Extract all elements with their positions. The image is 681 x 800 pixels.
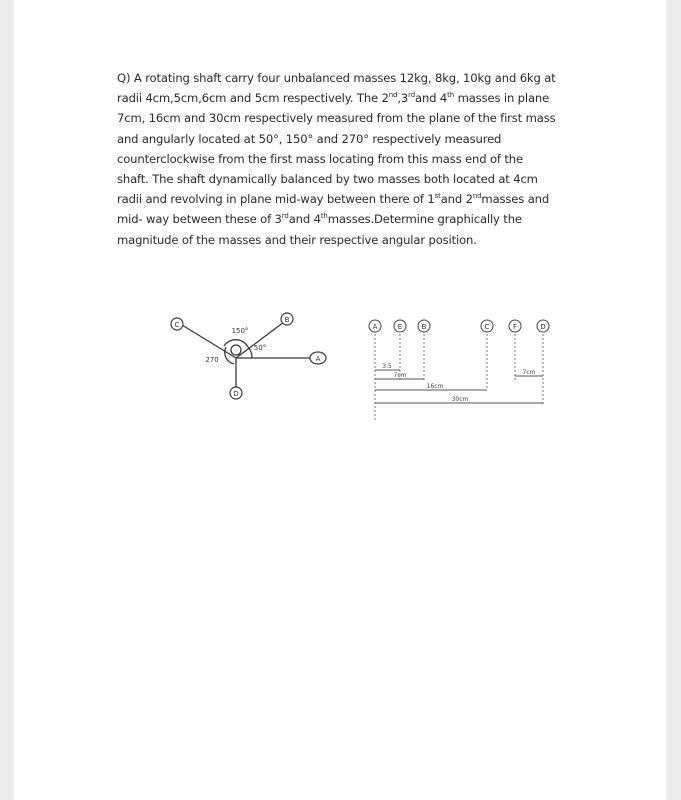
dim-label-16cm: 16cm [426,383,444,390]
mass-label-a: A [315,355,321,363]
plane-distance-diagram [360,310,560,430]
dim-label-7cm-right: 7cm [522,369,536,376]
mass-label-c: C [174,321,180,329]
plane-label-a: A [372,323,378,331]
angle-arc-150 [224,340,248,347]
plane-label-b: B [421,323,427,331]
angle-label-50: 50° [253,344,267,352]
angle-label-150: 150° [231,327,249,335]
plane-label-d: D [540,323,546,331]
plane-label-f: F [512,323,518,331]
plane-label-e: E [397,323,403,331]
angular-position-diagram [160,300,360,410]
angle-arc-50 [248,347,252,358]
question-text: Q) A rotating shaft carry four unbalanced masses 12kg, 8kg, 10kg and 6kg at radii 4cm,5cm,6cm and 5cm respectively. The 2nd,3rdand 4th masses in plane 7cm, 16cm and 30cm respectively measured from the plane of the first mass and angularly located at 50°, 150° and 270° respectively measured counterclockwise from the first mass locating from this mass end of the shaft. The shaft dynamically balanced by two masses both located at 4cm radii and revolving in plane mid-way between there of 1stand 2ndmasses and mid- way between these of 3rdand 4thmasses.Determine graphically the magnitude of the masses and their respective angular position. [117,71,556,247]
mass-label-b: B [284,316,290,324]
dim-label-7cm: 7cm [393,372,407,379]
shaft-center [231,345,241,355]
mass-label-d: D [233,390,239,398]
dim-label-3-5: 3.5 [382,363,392,370]
plane-label-c: C [484,323,490,331]
dim-label-30cm: 30cm [451,396,469,403]
angle-label-270: 270 [205,356,219,364]
